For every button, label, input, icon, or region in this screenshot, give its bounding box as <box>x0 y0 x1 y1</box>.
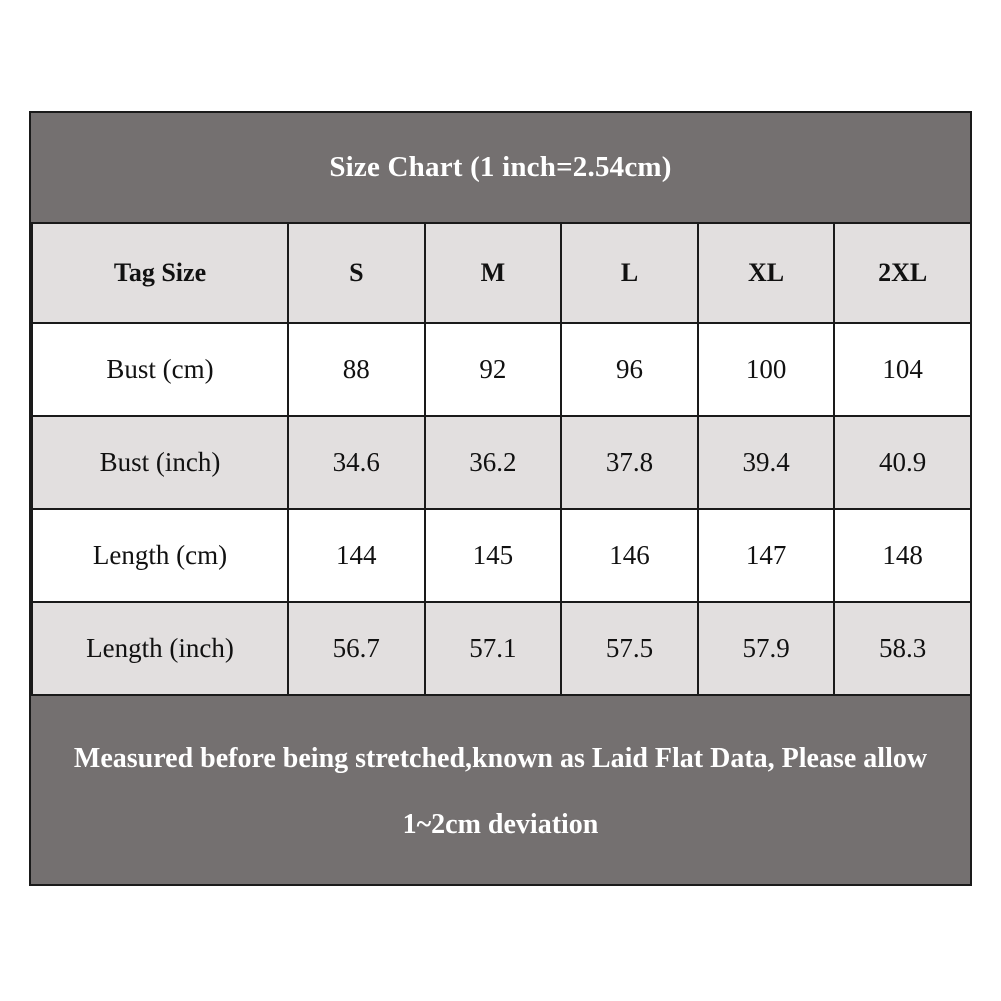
value-cell: 96 <box>561 323 698 416</box>
value-cell: 57.9 <box>698 602 835 695</box>
value-cell: 92 <box>425 323 562 416</box>
value-cell: 34.6 <box>288 416 425 509</box>
table-row <box>32 416 971 509</box>
size-header-cell: L <box>561 223 698 323</box>
table-header-row <box>32 223 971 323</box>
value-cell: 144 <box>288 509 425 602</box>
size-table <box>31 222 972 696</box>
chart-title: Size Chart (1 inch=2.54cm) <box>329 151 672 183</box>
measurement-note <box>31 699 970 884</box>
row-label-cell: Bust (cm) <box>32 323 288 416</box>
value-cell: 56.7 <box>288 602 425 695</box>
measurement-note-line-1: Measured before being stretched,known as Laid Flat Data, Please allow <box>73 742 928 774</box>
value-cell: 88 <box>288 323 425 416</box>
row-label-cell: Length (cm) <box>32 509 288 602</box>
value-cell: 104 <box>834 323 971 416</box>
header-label-cell: Tag Size <box>32 223 288 323</box>
table-row <box>32 602 971 695</box>
value-cell: 40.9 <box>834 416 971 509</box>
size-header-cell: M <box>425 223 562 323</box>
size-header-cell: 2XL <box>834 223 971 323</box>
measurement-note-line-2: 1~2cm deviation <box>402 808 599 840</box>
table-row <box>32 509 971 602</box>
size-header-cell: S <box>288 223 425 323</box>
value-cell: 39.4 <box>698 416 835 509</box>
row-label-cell: Length (inch) <box>32 602 288 695</box>
value-cell: 57.1 <box>425 602 562 695</box>
value-cell: 36.2 <box>425 416 562 509</box>
row-label-cell: Bust (inch) <box>32 416 288 509</box>
value-cell: 148 <box>834 509 971 602</box>
value-cell: 57.5 <box>561 602 698 695</box>
table-row <box>32 323 971 416</box>
value-cell: 58.3 <box>834 602 971 695</box>
value-cell: 147 <box>698 509 835 602</box>
value-cell: 37.8 <box>561 416 698 509</box>
value-cell: 145 <box>425 509 562 602</box>
size-header-cell: XL <box>698 223 835 323</box>
value-cell: 100 <box>698 323 835 416</box>
size-chart <box>29 111 972 886</box>
value-cell: 146 <box>561 509 698 602</box>
